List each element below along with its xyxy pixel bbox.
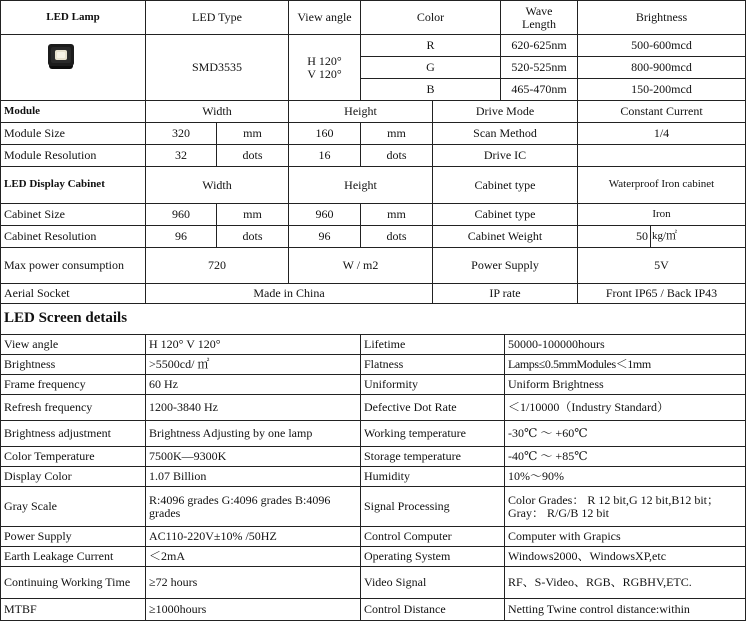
cabinet-size-label: Cabinet Size: [4, 207, 65, 222]
detail-value-right: Uniform Brightness: [508, 377, 604, 392]
detail-value: R:4096 grades G:4096 grades B:4096 grades: [149, 492, 331, 520]
module-size-height-unit: mm: [387, 126, 406, 141]
cabinet-resolution-width-unit: dots: [242, 229, 263, 244]
cabinet-type2-value: Iron: [652, 207, 671, 220]
module-resolution-label: Module Resolution: [4, 148, 97, 163]
module-drive-mode-label: Drive Mode: [475, 104, 535, 119]
detail-label-right: Operating System: [364, 549, 451, 564]
power-supply-label: Power Supply: [471, 258, 539, 273]
module-size-height: 160: [315, 126, 334, 141]
lamp-brightness-b: 150-200mcd: [631, 82, 692, 97]
detail-label: Brightness adjustment: [4, 426, 111, 441]
module-size-width: 320: [172, 126, 190, 141]
cabinet-weight-value: 50: [636, 229, 648, 244]
detail-value-right: RF、S-Video、RGB、RGBHV,ETC.: [508, 575, 692, 590]
lamp-header-color: Color: [416, 10, 445, 25]
cabinet-resolution-height-unit: dots: [386, 229, 407, 244]
detail-label-right: Working temperature: [364, 426, 466, 441]
cabinet-type-label: Cabinet type: [474, 177, 536, 192]
cabinet-width-label: Width: [202, 177, 232, 192]
detail-label-right: Humidity: [364, 469, 411, 484]
lamp-color-g: G: [426, 60, 435, 75]
detail-label: Earth Leakage Current: [4, 549, 114, 564]
lamp-brightness-g: 800-900mcd: [631, 60, 692, 75]
cabinet-size-height-unit: mm: [387, 207, 406, 222]
detail-label: Gray Scale: [4, 499, 57, 514]
lamp-header-brightness: Brightness: [635, 10, 688, 25]
lamp-header-view-angle: View angle: [297, 10, 352, 25]
lamp-view-v: V 120°: [307, 66, 342, 81]
ip-rate-value: Front IP65 / Back IP43: [605, 286, 718, 301]
detail-value: 60 Hz: [149, 377, 178, 392]
module-resolution-height-unit: dots: [386, 148, 407, 163]
cabinet-size-width-unit: mm: [243, 207, 262, 222]
lamp-wave-r: 620-625nm: [511, 38, 567, 53]
lamp-color-r: R: [426, 38, 435, 53]
module-resolution-width: 32: [175, 148, 187, 163]
detail-label-right: Control Distance: [364, 602, 446, 617]
module-resolution-height: 16: [318, 148, 331, 163]
detail-value-right: ＜1/10000（Industry Standard）: [508, 400, 669, 415]
detail-label: View angle: [4, 337, 59, 352]
module-drive-ic-value: [578, 145, 745, 166]
detail-value-right: Windows2000、WindowsXP,etc: [508, 549, 667, 564]
lamp-type-value: SMD3535: [191, 60, 242, 75]
detail-label: Refresh frequency: [4, 400, 93, 415]
detail-label: Frame frequency: [4, 377, 86, 392]
detail-label: Continuing Working Time: [4, 575, 131, 590]
detail-value-right: Netting Twine control distance:within: [508, 602, 690, 617]
cabinet-resolution-height: 96: [318, 229, 331, 244]
detail-value-right: Lamps≤0.5mmModules＜1mm: [508, 357, 651, 372]
cabinet-type-value: Waterproof Iron cabinet: [608, 178, 715, 191]
max-power-value: 720: [208, 258, 226, 273]
lamp-color-b: B: [426, 82, 435, 97]
detail-value: ≥72 hours: [149, 575, 198, 590]
cabinet-resolution-label: Cabinet Resolution: [4, 229, 97, 244]
aerial-socket-value: Made in China: [253, 286, 325, 301]
lamp-wave-g: 520-525nm: [511, 60, 567, 75]
detail-label-right: Storage temperature: [364, 449, 461, 464]
detail-label-right: Defective Dot Rate: [364, 400, 457, 415]
module-scan-label: Scan Method: [473, 126, 537, 141]
ip-rate-label: IP rate: [489, 286, 521, 301]
module-size-width-unit: mm: [243, 126, 262, 141]
power-supply-value: 5V: [654, 258, 669, 273]
detail-label: Power Supply: [4, 529, 72, 544]
detail-value: >5500cd/ ㎡: [149, 357, 210, 372]
lamp-header-name: LED Lamp: [46, 10, 100, 23]
detail-label-right: Control Computer: [364, 529, 452, 544]
detail-value: AC110-220V±10% /50HZ: [149, 529, 277, 544]
detail-label-right: Video Signal: [364, 575, 427, 590]
lamp-brightness-r: 500-600mcd: [631, 38, 692, 53]
aerial-socket-label: Aerial Socket: [4, 286, 70, 301]
detail-value: ≥1000hours: [149, 602, 207, 617]
lamp-view-h: H 120°: [307, 53, 342, 68]
details-title: LED Screen details: [4, 310, 128, 327]
max-power-label: Max power consumption: [4, 258, 124, 273]
detail-label: Brightness: [4, 357, 56, 372]
detail-value: 1.07 Billion: [149, 469, 207, 484]
cabinet-height-label: Height: [344, 177, 377, 192]
lamp-view-angle-value: [289, 35, 360, 100]
detail-label-right: Lifetime: [364, 337, 406, 352]
module-label: Module: [4, 104, 41, 117]
detail-value-right: 10%～90%: [508, 469, 564, 484]
cabinet-weight-unit: kg/㎡: [652, 229, 678, 242]
detail-label-right: Signal Processing: [364, 499, 450, 514]
module-size-label: Module Size: [4, 126, 65, 141]
lamp-header-wave-length: Wave Length: [522, 3, 556, 31]
detail-value-right: -40℃ ～ +85℃: [508, 449, 588, 464]
module-width-label: Width: [202, 104, 232, 119]
detail-value-right: 50000-100000hours: [508, 337, 605, 352]
detail-label: MTBF: [4, 602, 37, 617]
detail-value: ＜2mA: [149, 549, 186, 564]
detail-value-right: -30℃ ～ +60℃: [508, 426, 588, 441]
detail-value-right: Color Grades： R 12 bit,G 12 bit,B12 bit；Gray： R/G/B 12 bit: [508, 492, 719, 520]
detail-value: 7500K—9300K: [149, 449, 227, 464]
led-lamp-image: [47, 41, 75, 71]
module-drive-mode-value: Constant Current: [620, 104, 703, 119]
cabinet-size-width: 960: [172, 207, 190, 222]
cabinet-resolution-width: 96: [175, 229, 187, 244]
module-height-label: Height: [344, 104, 377, 119]
max-power-unit: W / m2: [342, 258, 379, 273]
detail-label-right: Flatness: [364, 357, 404, 372]
module-scan-value: 1/4: [653, 126, 670, 141]
detail-label: Display Color: [4, 469, 72, 484]
cabinet-weight-label: Cabinet Weight: [467, 229, 543, 244]
module-resolution-width-unit: dots: [242, 148, 263, 163]
detail-label: Color Temperature: [4, 449, 95, 464]
lamp-wave-b: 465-470nm: [511, 82, 567, 97]
detail-value: Brightness Adjusting by one lamp: [149, 426, 313, 441]
module-drive-ic-label: Drive IC: [483, 148, 527, 163]
cabinet-size-height: 960: [315, 207, 334, 222]
cabinet-label: LED Display Cabinet: [4, 178, 105, 191]
cabinet-type2-label: Cabinet type: [474, 207, 536, 222]
detail-value-right: Computer with Grapics: [508, 529, 621, 544]
detail-value: H 120° V 120°: [149, 337, 221, 352]
lamp-header-type: LED Type: [192, 10, 242, 25]
detail-label-right: Uniformity: [364, 377, 418, 392]
detail-value: 1200-3840 Hz: [149, 400, 218, 415]
